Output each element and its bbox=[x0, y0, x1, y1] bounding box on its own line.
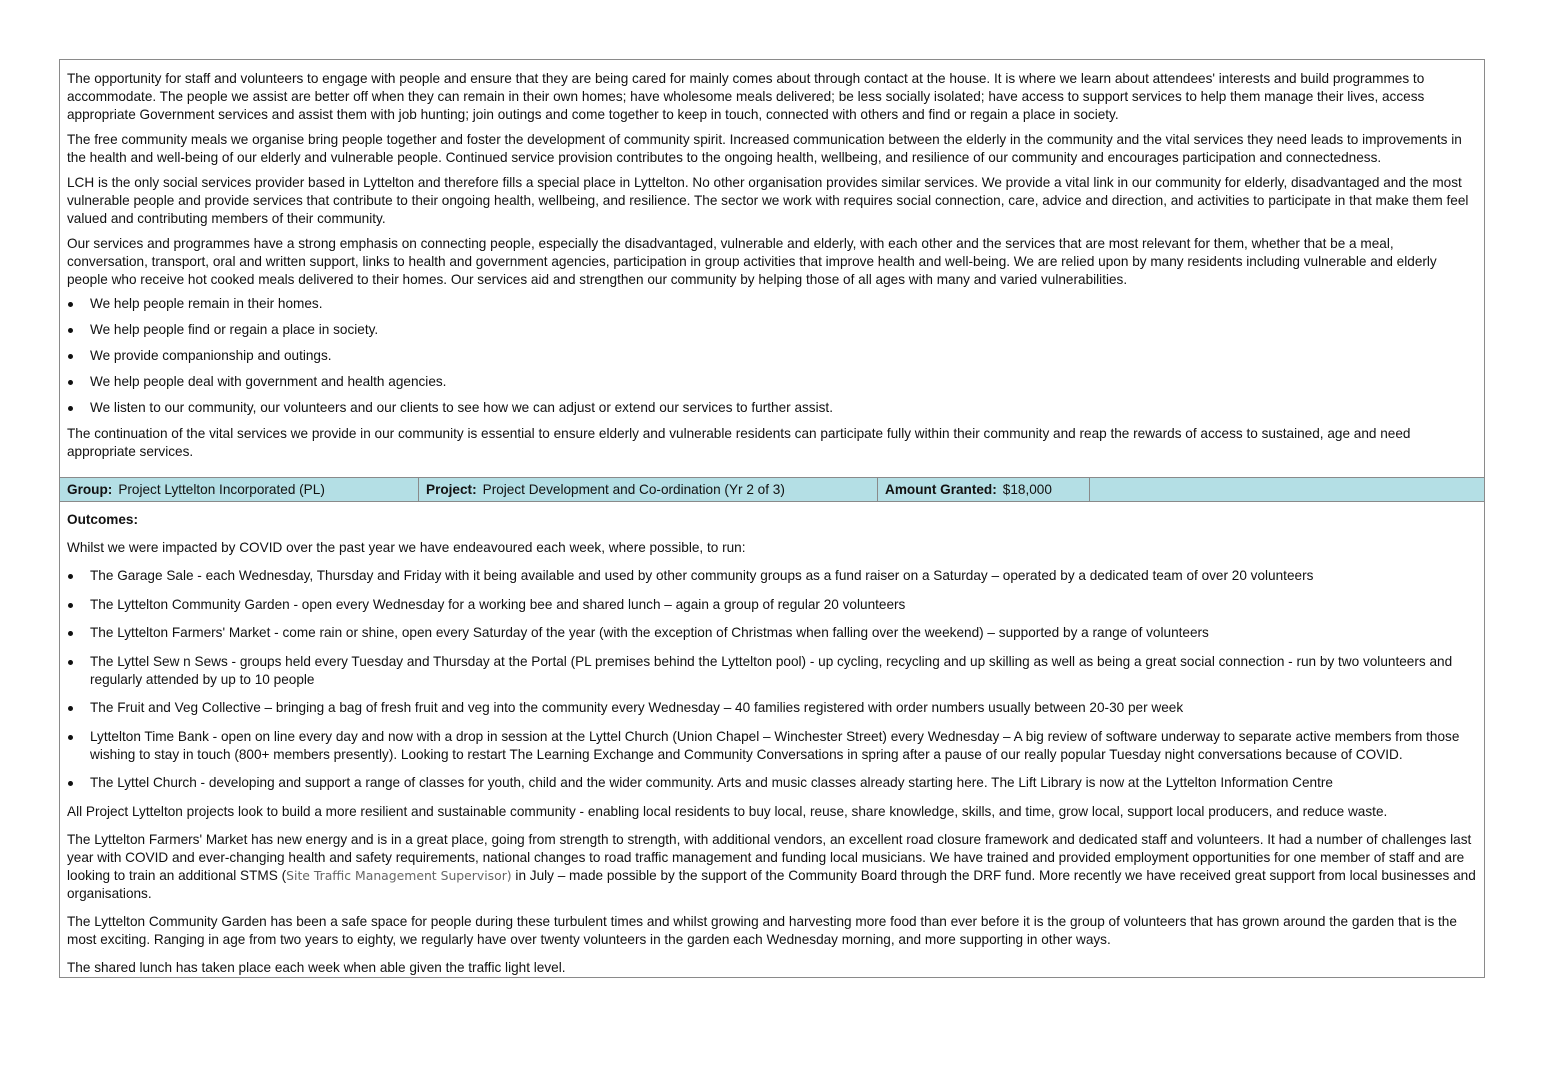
amount-value: $18,000 bbox=[1002, 482, 1052, 497]
bullet-item: The Fruit and Veg Collective – bringing a bag of fresh fruit and veg into the community every Wednesday – 40 families registered with order numbers usually between 20-30 per week bbox=[67, 699, 1477, 717]
project-label: Project: bbox=[426, 482, 477, 497]
empty-cell bbox=[1090, 478, 1484, 501]
farmers-market-paragraph bbox=[67, 831, 1477, 903]
group-label: Group: bbox=[67, 482, 113, 497]
bullet-item: We help people find or regain a place in society. bbox=[67, 321, 1477, 339]
bullet-item: We help people remain in their homes. bbox=[67, 295, 1477, 313]
bullet-item: We help people deal with government and health agencies. bbox=[67, 373, 1477, 391]
outcomes-heading: Outcomes: bbox=[67, 512, 139, 527]
project-cell bbox=[419, 478, 878, 501]
paragraph: The free community meals we organise bring people together and foster the development of community spirit. Increased communication between the elderly in the community and the vital services they need leads to improvements in the health and well-being of our elderly and vulnerable people. Continued service provision contributes to the ongoing health, wellbeing, and resilience of our community and encourages participation and connectedness. bbox=[67, 132, 1462, 165]
bullet-item: The Lyttel Church - developing and support a range of classes for youth, child and the wider community. Arts and music classes already starting here. The Lift Library is now at the Lyttelton Information Centre bbox=[67, 774, 1477, 792]
paragraph: The shared lunch has taken place each week when able given the traffic light level. bbox=[67, 959, 566, 975]
bullet-item: The Garage Sale - each Wednesday, Thursday and Friday with it being available and used by other community groups as a fund raiser on a Saturday – operated by a dedicated team of over 20 volunteers bbox=[67, 567, 1477, 585]
outcomes-section bbox=[59, 502, 1485, 978]
text-span: in July – made possible by the support of the Community Board through the DRF fund. More recently we have received great support from local businesses and organisations. bbox=[67, 867, 1476, 901]
outcomes-intro: Whilst we were impacted by COVID over the past year we have endeavoured each week, where possible, to run: bbox=[67, 540, 746, 555]
grant-header-row bbox=[59, 477, 1485, 502]
paragraph: All Project Lyttelton projects look to build a more resilient and sustainable community - enabling local residents to buy local, reuse, share knowledge, skills, and time, grow local, support local producers, and reduce waste. bbox=[67, 803, 1388, 819]
bullet-item: We listen to our community, our volunteers and our clients to see how we can adjust or extend our services to further assist. bbox=[67, 399, 1477, 417]
document-page bbox=[59, 59, 1485, 978]
paragraph: Our services and programmes have a strong emphasis on connecting people, especially the disadvantaged, vulnerable and elderly, with each other and the services that are most relevant for them, whether that be a meal, conversation, transport, oral and written support, links to health and government agencies, participation in group activities that improve health and well-being. We are relied upon by many residents including vulnerable and elderly people who receive hot cooked meals delivered to their homes. Our services aid and strengthen our community by helping those of all ages with many and varied vulnerabilities. bbox=[67, 236, 1437, 287]
closing-paragraph: The continuation of the vital services we provide in our community is essential to ensure elderly and vulnerable residents can participate fully within their community and reap the rewards of access to sustained, age and need appropriate services. bbox=[67, 426, 1411, 459]
paragraph: LCH is the only social services provider based in Lyttelton and therefore fills a special place in Lyttelton. No other organisation provides similar services. We provide a vital link in our community for elderly, disadvantaged and the most vulnerable people and provide services that contribute to their ongoing health, wellbeing, and resilience. The sector we work with requires social connection, care, advice and direction, and activities to participate in that make them feel valued and contributing members of their community. bbox=[67, 175, 1469, 226]
bullet-item: The Lyttelton Community Garden - open every Wednesday for a working bee and shared lunch – again a group of regular 20 volunteers bbox=[67, 596, 1477, 614]
group-value: Project Lyttelton Incorporated (PL) bbox=[118, 482, 325, 497]
amount-label: Amount Granted: bbox=[885, 482, 997, 497]
bullet-item: We provide companionship and outings. bbox=[67, 347, 1477, 365]
bullet-item: The Lyttel Sew n Sews - groups held every Tuesday and Thursday at the Portal (PL premises behind the Lyttelton pool) - up cycling, recycling and up skilling as well as being a great social connection - run by two volunteers and regularly attended by up to 10 people bbox=[67, 653, 1477, 689]
stms-definition: Site Traffic Management Supervisor) bbox=[286, 867, 512, 883]
group-cell bbox=[60, 478, 419, 501]
outcomes-bullet-list bbox=[67, 567, 1477, 792]
text-span: The Lyttelton Farmers' Market has new energy and is in a great place, going from strength to strength, with additional vendors, an excellent road closure framework and dedicated staff and volunteers. It had a number of challenges last year with COVID and ever-changing health and safety requirements, national changes to road traffic management and funding local musicians. We have trained and provided employment opportunities for one member of staff and are looking to train an additional STMS ( bbox=[67, 831, 1472, 883]
paragraph: The opportunity for staff and volunteers to engage with people and ensure that they are being cared for mainly comes about through contact at the house. It is where we learn about attendees' interests and build programmes to accommodate. The people we assist are better off when they can remain in their own homes; have wholesome meals delivered; be less socially isolated; have access to support services to help them manage their lives, access appropriate Government services and assist them with job hunting; join outings and come together to keep in touch, connected with others and find or regain a place in society. bbox=[67, 71, 1425, 122]
service-description-section bbox=[59, 59, 1485, 477]
bullet-item: The Lyttelton Farmers' Market - come rain or shine, open every Saturday of the year (with the exception of Christmas when falling over the weekend) – supported by a range of volunteers bbox=[67, 624, 1477, 642]
paragraph: The Lyttelton Community Garden has been a safe space for people during these turbulent times and whilst growing and harvesting more food than ever before it is the group of volunteers that has grown around the garden that is the most exciting. Ranging in age from two years to eighty, we regularly have over twenty volunteers in the garden each Wednesday morning, and more supporting in other ways. bbox=[67, 913, 1457, 947]
amount-cell bbox=[878, 478, 1090, 501]
services-bullet-list bbox=[67, 295, 1477, 417]
project-value: Project Development and Co-ordination (Yr 2 of 3) bbox=[482, 482, 785, 497]
bullet-item: Lyttelton Time Bank - open on line every day and now with a drop in session at the Lyttel Church (Union Chapel – Winchester Street) every Wednesday – A big review of software underway to separate active members from those wishing to stay in touch (800+ members presently). Looking to restart The Learning Exchange and Community Conversations in spring after a pause of our really popular Tuesday night conversations because of COVID. bbox=[67, 728, 1477, 764]
